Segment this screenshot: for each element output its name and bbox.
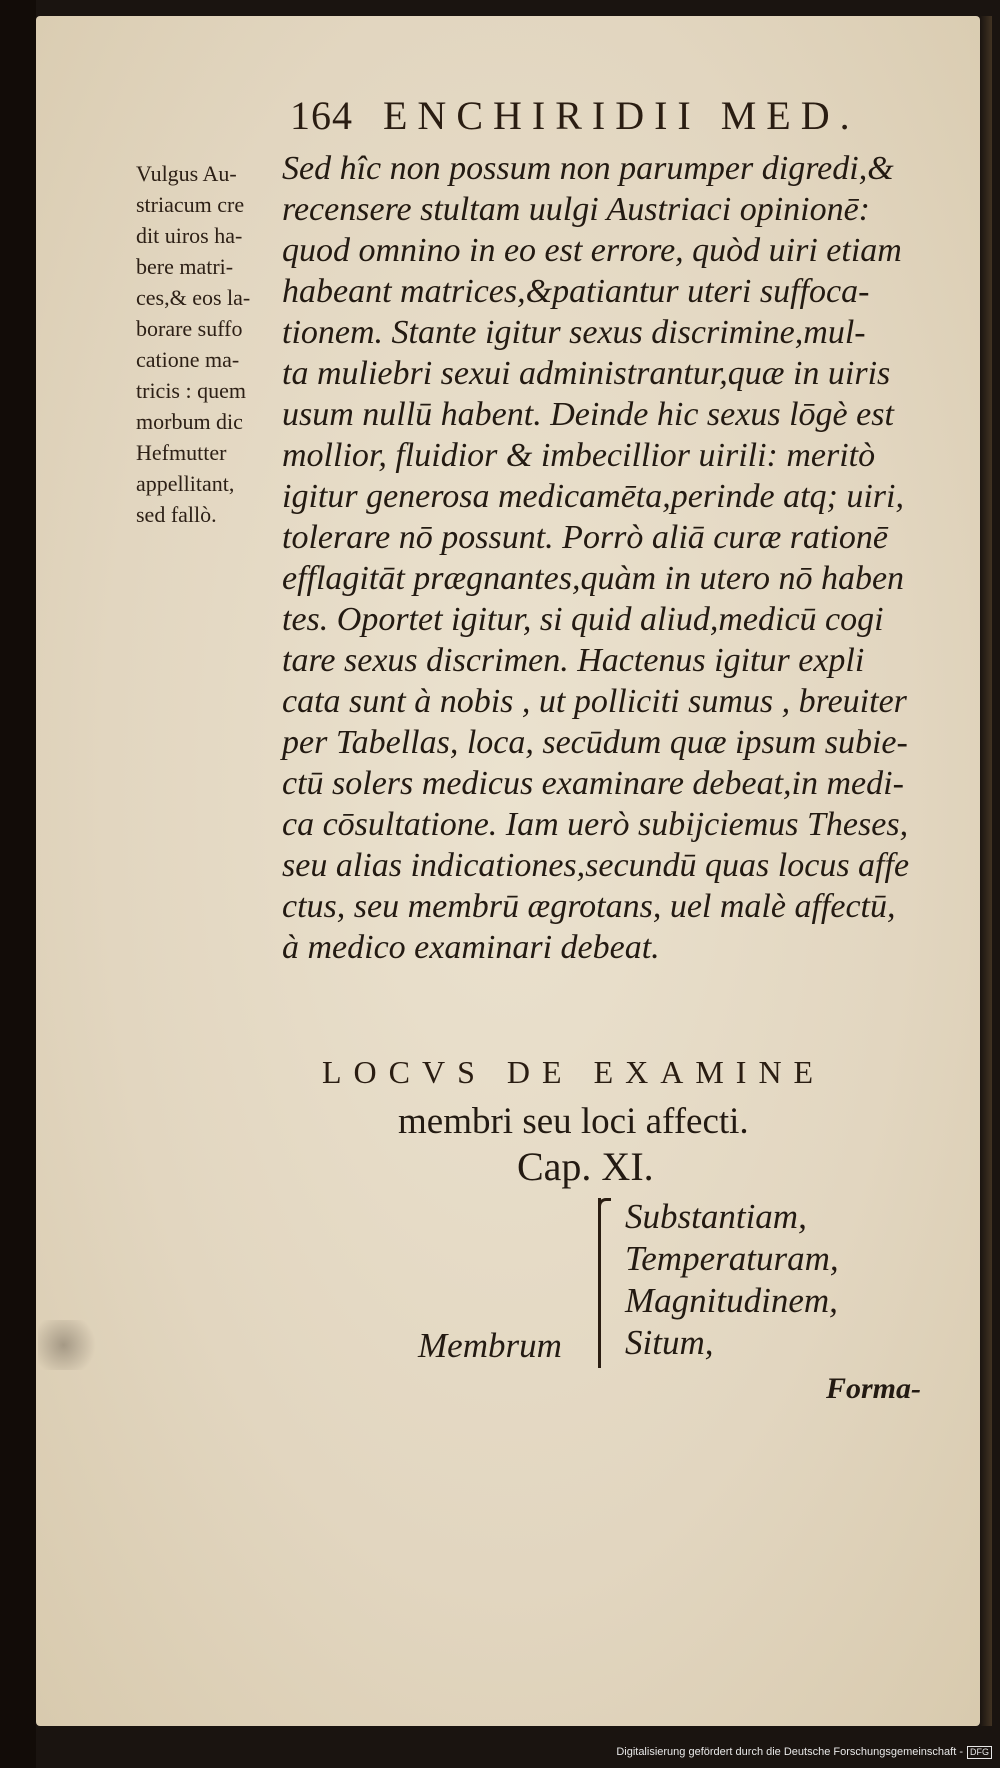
list-item: Substantiam,	[625, 1197, 807, 1236]
text-line: efflagitāt prægnantes,quàm in utero nō haben	[282, 560, 905, 597]
text-line: cata sunt à nobis , ut polliciti sumus , breuiter	[282, 683, 907, 720]
chapter-heading: Cap. XI.	[517, 1144, 654, 1189]
running-title: ENCHIRIDII MED.	[383, 93, 860, 138]
text-line: igitur generosa medicamēta,perinde atq; uiri,	[282, 478, 904, 515]
brace-list	[625, 1196, 925, 1364]
text-line: recensere stultam uulgi Austriaci opinionē:	[282, 191, 870, 228]
text-line: à medico examinari debeat.	[282, 929, 660, 966]
margin-line: dit uiros ha-	[136, 223, 243, 248]
text-line: seu alias indicationes,secundū quas locus affe	[282, 847, 910, 884]
main-text	[282, 148, 962, 968]
text-line: usum nullū habent. Deinde hic sexus lōgè est	[282, 396, 894, 433]
margin-line: catione ma-	[136, 347, 240, 372]
margin-line: tricis : quem	[136, 378, 246, 403]
digitization-credit	[616, 1742, 992, 1762]
margin-line: bere matri-	[136, 254, 234, 279]
page-number: 164	[290, 93, 353, 138]
text-line: per Tabellas, loca, secūdum quæ ipsum subie-	[282, 724, 908, 761]
text-line: tolerare nō possunt. Porrò aliā curæ rationē	[282, 519, 889, 556]
margin-line: appellitant,	[136, 471, 235, 496]
text-line: ctus, seu membrū ægrotans, uel malè affectū,	[282, 888, 896, 925]
page-edge-shadow	[980, 16, 992, 1726]
catchword: Forma-	[826, 1372, 922, 1405]
text-line: ctū solers medicus examinare debeat,in medi-	[282, 765, 904, 802]
scan-dark-edge	[0, 0, 36, 1768]
dfg-logo: DFG	[967, 1746, 992, 1759]
text-line: tes. Oportet igitur, si quid aliud,medicū cogi	[282, 601, 884, 638]
text-line: mollior, fluidior & imbecillior uirili: meritò	[282, 437, 876, 474]
list-item: Temperaturam,	[625, 1239, 839, 1278]
margin-line: borare suffo	[136, 316, 243, 341]
margin-line: Hefmutter	[136, 440, 227, 465]
margin-line: Vulgus Au-	[136, 161, 237, 186]
running-header	[290, 92, 930, 142]
page-smudge	[38, 1320, 102, 1370]
table-head-word: Membrum	[418, 1326, 562, 1365]
list-item: Situm,	[625, 1323, 714, 1362]
section-title: LOCVS DE EXAMINE	[322, 1054, 826, 1090]
margin-line: morbum dic	[136, 409, 243, 434]
text-line: ca cōsultatione. Iam uerò subijciemus Theses,	[282, 806, 909, 843]
section-subtitle: membri seu loci affecti.	[398, 1101, 749, 1142]
margin-line: ces,& eos la-	[136, 285, 251, 310]
margin-line: sed fallò.	[136, 502, 217, 527]
text-line: ta muliebri sexui administrantur,quæ in uiris	[282, 355, 891, 392]
credit-text: Digitalisierung gefördert durch die Deutsche Forschungsgemeinschaft -	[616, 1746, 963, 1758]
list-item: Magnitudinem,	[625, 1281, 838, 1320]
table-brace	[598, 1198, 613, 1368]
text-line: habeant matrices,&patiantur uteri suffoca-	[282, 273, 870, 310]
marginal-note	[136, 158, 296, 530]
text-line: quod omnino in eo est errore, quòd uiri etiam	[282, 232, 902, 269]
text-line: tionem. Stante igitur sexus discrimine,mul-	[282, 314, 866, 351]
margin-line: striacum cre	[136, 192, 245, 217]
text-line: Sed hîc non possum non parumper digredi,&	[282, 150, 894, 187]
text-line: tare sexus discrimen. Hactenus igitur expli	[282, 642, 865, 679]
